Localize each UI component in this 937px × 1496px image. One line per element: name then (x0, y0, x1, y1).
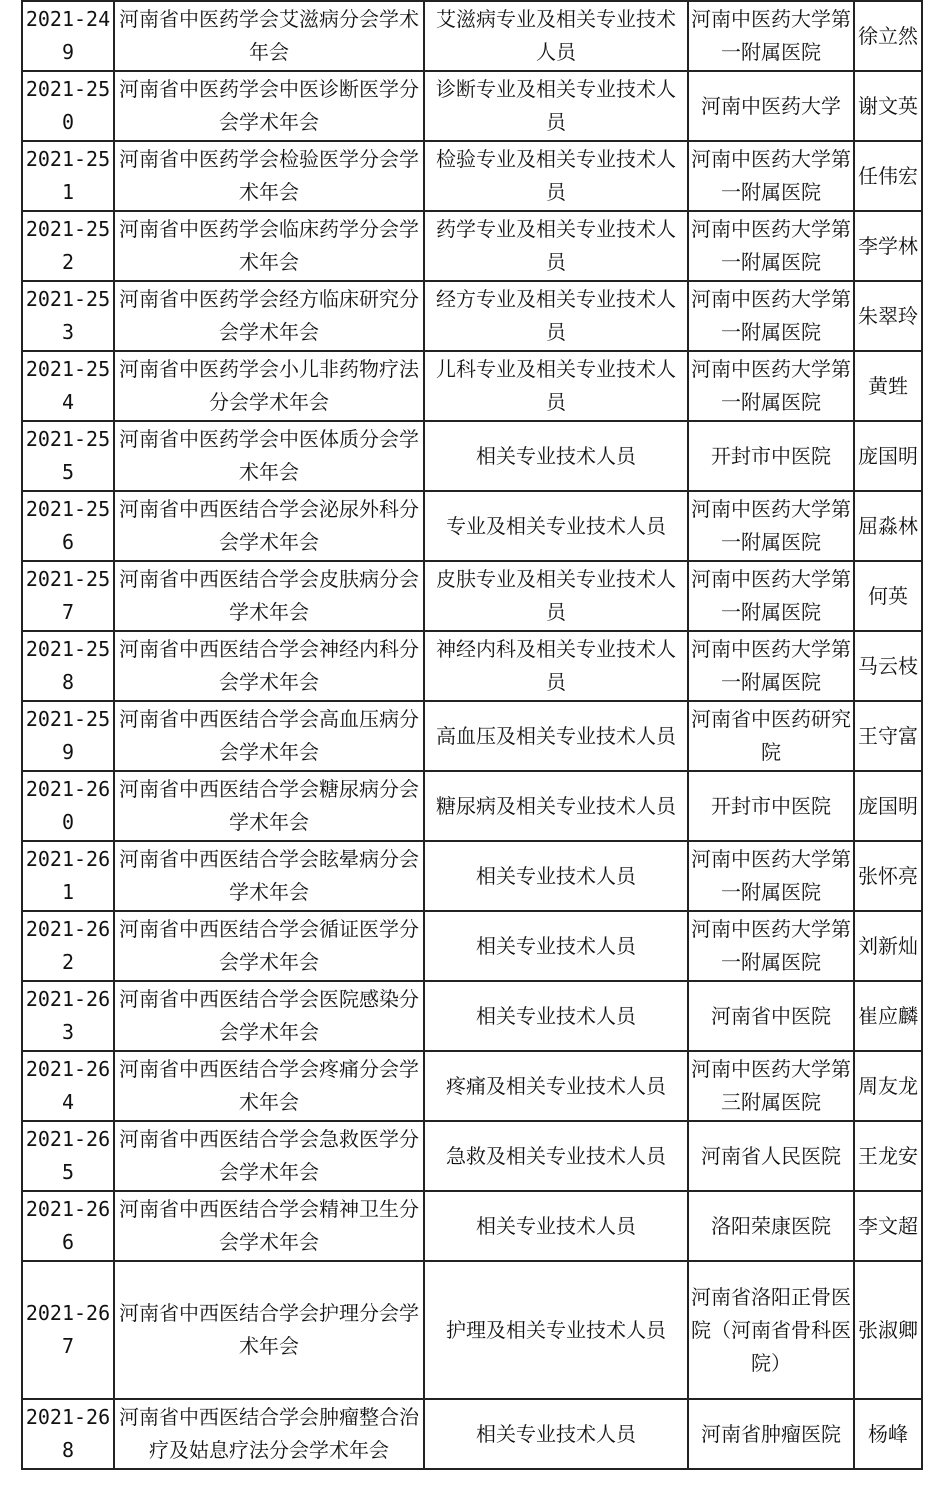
table-row (22, 1, 922, 71)
table-row (22, 1051, 922, 1121)
person-cell: 马云枝 (854, 631, 922, 701)
audience-cell: 艾滋病专业及相关专业技术人员 (424, 1, 688, 71)
organizer-cell: 河南中医药大学第一附属医院 (688, 351, 854, 421)
table-row (22, 1399, 922, 1469)
person-cell: 屈淼林 (854, 491, 922, 561)
organizer-cell: 河南省人民医院 (688, 1121, 854, 1191)
meeting-code-cell: 2021-266 (22, 1191, 114, 1261)
meeting-code-cell: 2021-267 (22, 1261, 114, 1399)
person-cell: 王龙安 (854, 1121, 922, 1191)
meeting-code-cell: 2021-261 (22, 841, 114, 911)
meeting-name-cell: 河南省中西医结合学会医院感染分会学术年会 (114, 981, 424, 1051)
meeting-name-cell: 河南省中医药学会中医体质分会学术年会 (114, 421, 424, 491)
meeting-code-cell: 2021-262 (22, 911, 114, 981)
meeting-code-cell: 2021-254 (22, 351, 114, 421)
table-row (22, 281, 922, 351)
audience-cell: 糖尿病及相关专业技术人员 (424, 771, 688, 841)
audience-cell: 相关专业技术人员 (424, 421, 688, 491)
meeting-code-cell: 2021-265 (22, 1121, 114, 1191)
meeting-code-cell: 2021-260 (22, 771, 114, 841)
person-cell: 黄甡 (854, 351, 922, 421)
meeting-code-cell: 2021-250 (22, 71, 114, 141)
meeting-code-cell: 2021-257 (22, 561, 114, 631)
person-cell: 周友龙 (854, 1051, 922, 1121)
person-cell: 徐立然 (854, 1, 922, 71)
meeting-name-cell: 河南省中西医结合学会高血压病分会学术年会 (114, 701, 424, 771)
meeting-name-cell: 河南省中医药学会中医诊断医学分会学术年会 (114, 71, 424, 141)
meeting-name-cell: 河南省中西医结合学会循证医学分会学术年会 (114, 911, 424, 981)
person-cell: 李文超 (854, 1191, 922, 1261)
meeting-name-cell: 河南省中西医结合学会皮肤病分会学术年会 (114, 561, 424, 631)
meeting-name-cell: 河南省中西医结合学会肿瘤整合治疗及姑息疗法分会学术年会 (114, 1399, 424, 1469)
audience-cell: 药学专业及相关专业技术人员 (424, 211, 688, 281)
table-row (22, 981, 922, 1051)
meeting-name-cell: 河南省中医药学会小儿非药物疗法分会学术年会 (114, 351, 424, 421)
organizer-cell: 河南中医药大学第三附属医院 (688, 1051, 854, 1121)
table-row (22, 421, 922, 491)
person-cell: 王守富 (854, 701, 922, 771)
organizer-cell: 河南省肿瘤医院 (688, 1399, 854, 1469)
table-row (22, 911, 922, 981)
meeting-name-cell: 河南省中西医结合学会眩晕病分会学术年会 (114, 841, 424, 911)
meeting-name-cell: 河南省中西医结合学会糖尿病分会学术年会 (114, 771, 424, 841)
person-cell: 谢文英 (854, 71, 922, 141)
table-row (22, 771, 922, 841)
organizer-cell: 洛阳荣康医院 (688, 1191, 854, 1261)
person-cell: 崔应麟 (854, 981, 922, 1051)
audience-cell: 儿科专业及相关专业技术人员 (424, 351, 688, 421)
audience-cell: 经方专业及相关专业技术人员 (424, 281, 688, 351)
audience-cell: 相关专业技术人员 (424, 1191, 688, 1261)
table-row (22, 841, 922, 911)
meeting-name-cell: 河南省中西医结合学会神经内科分会学术年会 (114, 631, 424, 701)
audience-cell: 相关专业技术人员 (424, 841, 688, 911)
person-cell: 张怀亮 (854, 841, 922, 911)
organizer-cell: 开封市中医院 (688, 421, 854, 491)
audience-cell: 诊断专业及相关专业技术人员 (424, 71, 688, 141)
audience-cell: 疼痛及相关专业技术人员 (424, 1051, 688, 1121)
audience-cell: 专业及相关专业技术人员 (424, 491, 688, 561)
person-cell: 朱翠玲 (854, 281, 922, 351)
person-cell: 庞国明 (854, 771, 922, 841)
meeting-name-cell: 河南省中医药学会临床药学分会学术年会 (114, 211, 424, 281)
audience-cell: 相关专业技术人员 (424, 981, 688, 1051)
audience-cell: 高血压及相关专业技术人员 (424, 701, 688, 771)
organizer-cell: 河南中医药大学第一附属医院 (688, 631, 854, 701)
table-row (22, 141, 922, 211)
organizer-cell: 河南中医药大学第一附属医院 (688, 211, 854, 281)
table-row (22, 631, 922, 701)
meeting-code-cell: 2021-264 (22, 1051, 114, 1121)
organizer-cell: 河南中医药大学 (688, 71, 854, 141)
organizer-cell: 开封市中医院 (688, 771, 854, 841)
person-cell: 何英 (854, 561, 922, 631)
meeting-name-cell: 河南省中医药学会检验医学分会学术年会 (114, 141, 424, 211)
table-row (22, 1191, 922, 1261)
meeting-code-cell: 2021-255 (22, 421, 114, 491)
meeting-name-cell: 河南省中医药学会经方临床研究分会学术年会 (114, 281, 424, 351)
table-row (22, 561, 922, 631)
table-row (22, 1121, 922, 1191)
person-cell: 任伟宏 (854, 141, 922, 211)
meeting-code-cell: 2021-253 (22, 281, 114, 351)
meeting-name-cell: 河南省中西医结合学会泌尿外科分会学术年会 (114, 491, 424, 561)
audience-cell: 检验专业及相关专业技术人员 (424, 141, 688, 211)
meeting-name-cell: 河南省中西医结合学会疼痛分会学术年会 (114, 1051, 424, 1121)
organizer-cell: 河南省中医药研究院 (688, 701, 854, 771)
meeting-table (21, 0, 923, 1470)
audience-cell: 皮肤专业及相关专业技术人员 (424, 561, 688, 631)
table-row (22, 351, 922, 421)
table-body (22, 1, 922, 1469)
meeting-code-cell: 2021-251 (22, 141, 114, 211)
person-cell: 李学林 (854, 211, 922, 281)
table-row (22, 1261, 922, 1399)
organizer-cell: 河南中医药大学第一附属医院 (688, 1, 854, 71)
audience-cell: 神经内科及相关专业技术人员 (424, 631, 688, 701)
meeting-code-cell: 2021-252 (22, 211, 114, 281)
person-cell: 刘新灿 (854, 911, 922, 981)
meeting-code-cell: 2021-259 (22, 701, 114, 771)
person-cell: 杨峰 (854, 1399, 922, 1469)
meeting-name-cell: 河南省中西医结合学会急救医学分会学术年会 (114, 1121, 424, 1191)
table-row (22, 71, 922, 141)
audience-cell: 相关专业技术人员 (424, 911, 688, 981)
organizer-cell: 河南中医药大学第一附属医院 (688, 281, 854, 351)
meeting-name-cell: 河南省中西医结合学会护理分会学术年会 (114, 1261, 424, 1399)
table-row (22, 701, 922, 771)
person-cell: 庞国明 (854, 421, 922, 491)
meeting-code-cell: 2021-256 (22, 491, 114, 561)
organizer-cell: 河南中医药大学第一附属医院 (688, 841, 854, 911)
organizer-cell: 河南中医药大学第一附属医院 (688, 911, 854, 981)
audience-cell: 急救及相关专业技术人员 (424, 1121, 688, 1191)
meeting-name-cell: 河南省中西医结合学会精神卫生分会学术年会 (114, 1191, 424, 1261)
organizer-cell: 河南中医药大学第一附属医院 (688, 491, 854, 561)
meeting-name-cell: 河南省中医药学会艾滋病分会学术年会 (114, 1, 424, 71)
meeting-code-cell: 2021-263 (22, 981, 114, 1051)
organizer-cell: 河南省洛阳正骨医院（河南省骨科医院） (688, 1261, 854, 1399)
meeting-code-cell: 2021-249 (22, 1, 114, 71)
meeting-code-cell: 2021-258 (22, 631, 114, 701)
organizer-cell: 河南中医药大学第一附属医院 (688, 141, 854, 211)
meeting-code-cell: 2021-268 (22, 1399, 114, 1469)
organizer-cell: 河南省中医院 (688, 981, 854, 1051)
table-row (22, 211, 922, 281)
audience-cell: 相关专业技术人员 (424, 1399, 688, 1469)
person-cell: 张淑卿 (854, 1261, 922, 1399)
table-row (22, 491, 922, 561)
organizer-cell: 河南中医药大学第一附属医院 (688, 561, 854, 631)
audience-cell: 护理及相关专业技术人员 (424, 1261, 688, 1399)
